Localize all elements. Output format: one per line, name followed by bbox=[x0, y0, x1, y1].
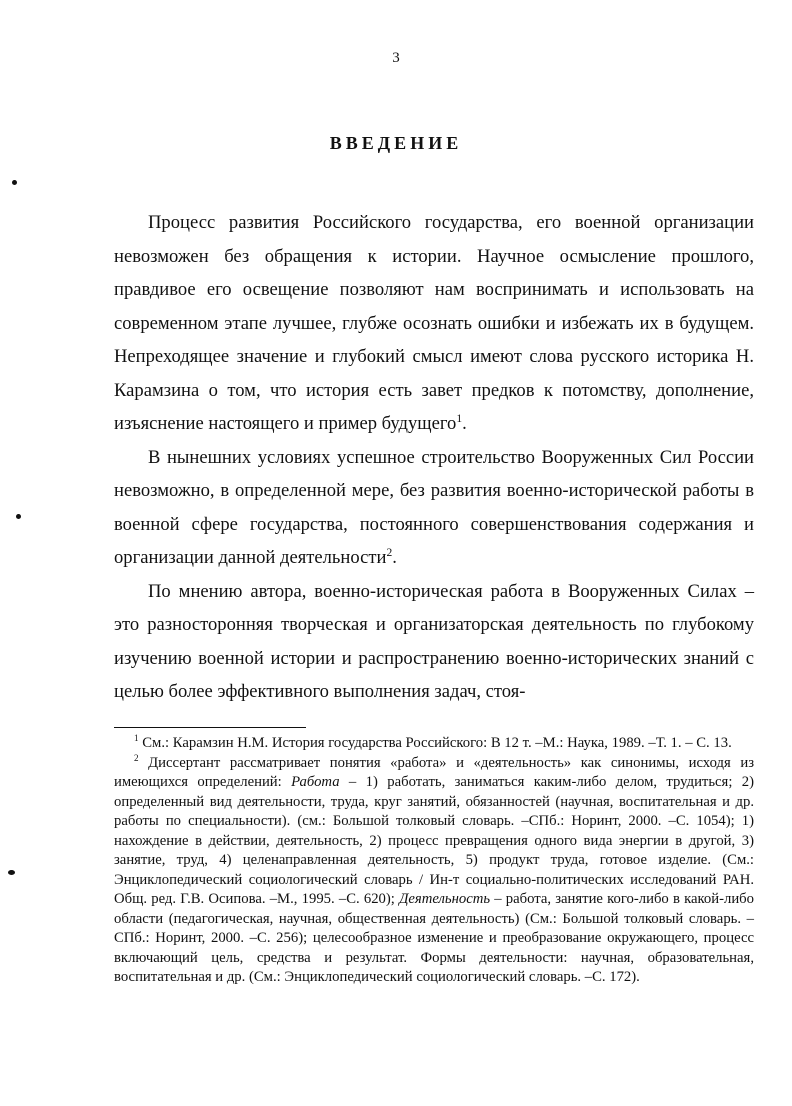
footnote-separator bbox=[114, 727, 306, 728]
footnote-text: – 1) работать, заниматься каким-либо делом, трудиться; 2) определенный вид деятельности, труда, круг занятий, обязанностей (научная, воспитательная и др. работы по специальности). (см.: Большой толковый словарь. –СПб.: Норинт, 2000. –С. 1054); 1) нахождение в действии, деятельность, 2) процесс превращения одного вида энергии в другой, 3) занятие, труд, 4) целенаправленная деятельность, 5) продукт труда, готовое изделие. (См.: Энциклопедический социологический словарь / Ин-т социально-политических исследований РАН. Общ. ред. Г.В. Осипова. –М., 1995. –С. 620); bbox=[114, 774, 754, 907]
scan-speck bbox=[12, 180, 17, 185]
paragraph-end: . bbox=[462, 413, 467, 434]
paragraph bbox=[114, 441, 754, 575]
paragraph-text: В нынешних условиях успешное строительство Вооруженных Сил России невозможно, в определенной мере, без развития военно-исторической работы в военной сфере государства, постоянного совершенствования содержания и организации данной деятельности bbox=[114, 446, 754, 568]
footnote-reference[interactable]: 1 bbox=[456, 412, 463, 425]
scan-speck bbox=[8, 870, 15, 875]
main-text bbox=[114, 206, 754, 709]
paragraph bbox=[114, 206, 754, 441]
paragraph-text: По мнению автора, военно-историческая работа в Вооруженных Силах – это разносторонняя творческая и организаторская деятельность по глубокому изучению военной истории и распространению военно-исторических знаний с целью более эффективного выполнения задач, стоя- bbox=[114, 580, 754, 702]
page-number: 3 bbox=[392, 50, 400, 66]
paragraph bbox=[114, 575, 754, 709]
scan-speck bbox=[16, 514, 21, 519]
footnote bbox=[114, 734, 754, 754]
footnote bbox=[114, 754, 754, 988]
footnote-term: Работа bbox=[291, 774, 340, 790]
footnotes bbox=[114, 734, 754, 988]
footnote-text: – работа, занятие кого-либо в какой-либо области (педагогическая, научная, общественная деятельность) (См.: Большой толковый словарь. –СПб.: Норинт, 2000. –С. 256); целесообразное изменение и преобразование окружающего, процесс включающий цель, средства и результат. Формы деятельности: научная, образовательная, воспитательная и др. (См.: Энциклопедический социологический словарь. –С. 172). bbox=[114, 891, 754, 985]
footnote-number: 2 bbox=[134, 752, 139, 763]
footnote-text: См.: Карамзин Н.М. История государства Российского: В 12 т. –М.: Наука, 1989. –Т. 1. – С. 13. bbox=[142, 735, 732, 751]
footnote-text: Диссертант рассматривает понятия «работа» и «деятельность» как синонимы, исходя из имеющихся определений: bbox=[114, 754, 754, 790]
footnote-number: 1 bbox=[134, 733, 139, 744]
paragraph-end: . bbox=[392, 547, 397, 568]
footnote-reference[interactable]: 2 bbox=[386, 546, 393, 559]
page-title: ВВЕДЕНИЕ bbox=[329, 133, 463, 153]
footnote-term: Деятельность bbox=[399, 891, 491, 907]
paragraph-text: Процесс развития Российского государства, его военной организации невозможен без обращения к истории. Научное осмысление прошлого, правдивое его освещение позволяют нам воспринимать и использовать на современном этапе лучшее, глубже осознать ошибки и избежать их в будущем. Непреходящее значение и глубокий смысл имеют слова русского историка Н. Карамзина о том, что история есть завет предков к потомству, дополнение, изъяснение настоящего и пример будущего bbox=[114, 212, 754, 434]
